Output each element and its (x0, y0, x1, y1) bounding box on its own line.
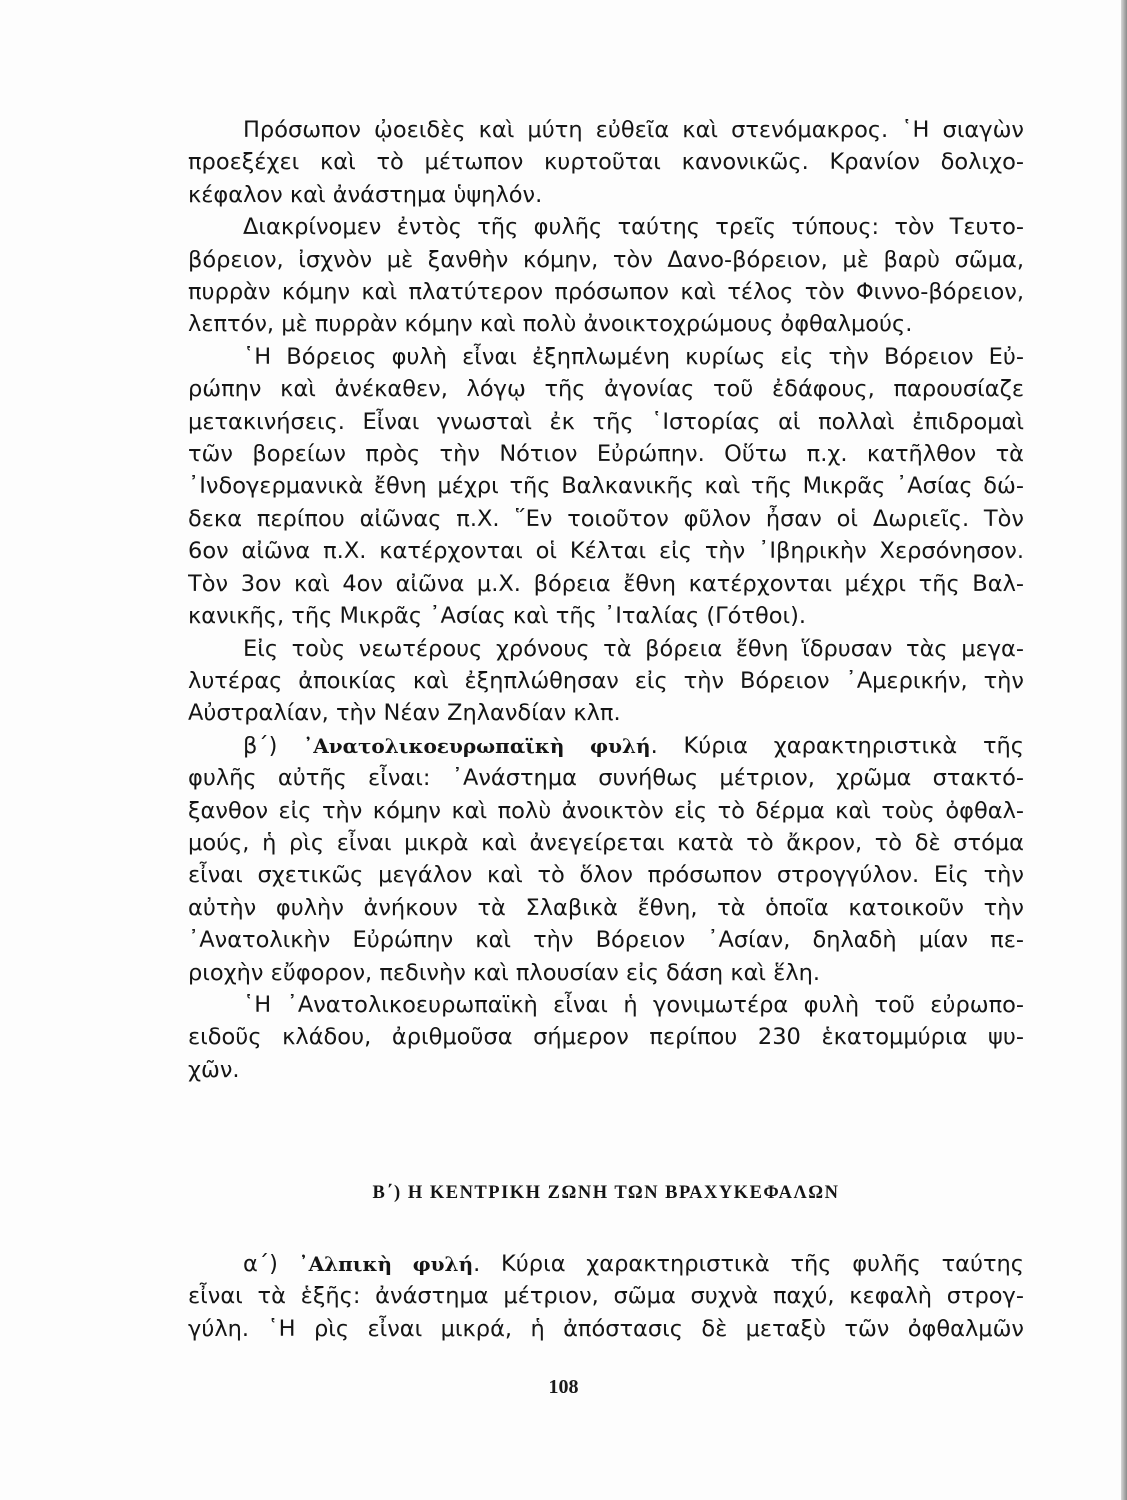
text-line: λεπτόν, μὲ πυρρὰν κόμην καὶ πολὺ ἀνοικτοχρώμους ὀφθαλμούς. (188, 311, 913, 338)
list-marker: α΄) (243, 1251, 299, 1277)
text-line: εἶναι τὰ ἑξῆς: ἀνάστημα μέτριον, σῶμα συχνὰ παχύ, κεφαλὴ στρογ- (188, 1283, 1024, 1310)
section-heading: Β΄) Η ΚΕΝΤΡΙΚΗ ΖΩΝΗ ΤΩΝ ΒΡΑΧΥΚΕΦΑΛΩΝ (372, 1183, 840, 1203)
text-line (188, 730, 1024, 762)
text-block-alpine (188, 1248, 1024, 1345)
text-line: προεξέχει καὶ τὸ μέτωπον κυρτοῦται κανονικῶς. Κρανίον δολιχο- (188, 149, 1024, 176)
bold-term: ᾿Αλπικὴ φυλή (298, 1252, 474, 1276)
text-line: ειδοῦς κλάδου, ἀριθμοῦσα σήμερον περίπου 230 ἑκατομμύρια ψυ- (188, 1024, 1024, 1051)
text-line: αὐτὴν φυλὴν ἀνήκουν τὰ Σλαβικὰ ἔθνη, τὰ ὁποῖα κατοικοῦν τὴν (188, 894, 1024, 921)
text-line: πυρρὰν κόμην καὶ πλατύτερον πρόσωπον καὶ τέλος τὸν Φιννο-βόρειον, (188, 279, 1024, 306)
text-line: ᾿Ανατολικὴν Εὐρώπην καὶ τὴν Βόρειον ᾿Ασίαν, δηλαδὴ μίαν πε- (188, 927, 1024, 954)
text-line: ῾Η Βόρειος φυλὴ εἶναι ἐξηπλωμένη κυρίως εἰς τὴν Βόρειον Εὐ- (243, 343, 1024, 370)
text-line: φυλῆς αὐτῆς εἶναι: ᾿Ανάστημα συνήθως μέτριον, χρῶμα στακτό- (188, 765, 1024, 792)
text-line: Διακρίνομεν ἐντὸς τῆς φυλῆς ταύτης τρεῖς τύπους: τὸν Τευτο- (243, 214, 1024, 241)
line-text: . Κύρια χαρακτηριστικὰ τῆς φυλῆς ταύτης (473, 1251, 1024, 1277)
bold-term: ᾿Ανατολικοευρωπαϊκὴ φυλή (303, 733, 651, 758)
page-edge-shadow (1121, 0, 1127, 1500)
text-line: βόρειον, ἰσχνὸν μὲ ξανθὴν κόμην, τὸν Δανο-βόρειον, μὲ βαρὺ σῶμα, (188, 246, 1024, 273)
text-line: 6ον αἰῶνα π.Χ. κατέρχονται οἱ Κέλται εἰς τὴν ᾿Ιβηρικὴν Χερσόνησον. (188, 538, 1024, 565)
text-line: ριοχὴν εὔφορον, πεδινὴν καὶ πλουσίαν εἰς δάση καὶ ἕλη. (188, 959, 821, 986)
text-line: Εἰς τοὺς νεωτέρους χρόνους τὰ βόρεια ἔθνη ἵδρυσαν τὰς μεγα- (243, 635, 1024, 662)
text-line: Πρόσωπον ᾠοειδὲς καὶ μύτη εὐθεῖα καὶ στενόμακρος. ῾Η σιαγὼν (243, 117, 1024, 143)
text-line: ρώπην καὶ ἀνέκαθεν, λόγῳ τῆς ἀγονίας τοῦ ἐδάφους, παρουσίαζε (188, 376, 1024, 403)
text-line: ῾Η ᾿Ανατολικοευρωπαϊκὴ εἶναι ἡ γονιμωτέρα φυλὴ τοῦ εὐρωπο- (243, 991, 1024, 1018)
text-line: Αὐστραλίαν, τὴν Νέαν Ζηλανδίαν κλπ. (188, 700, 621, 727)
text-line (188, 1248, 1024, 1280)
page-number: 108 (548, 1376, 579, 1398)
text-line: χῶν. (188, 1056, 240, 1083)
list-marker: β΄) (243, 732, 304, 759)
text-line: ξανθον εἰς τὴν κόμην καὶ πολὺ ἀνοικτὸν εἰς τὸ δέρμα καὶ τοὺς ὀφθαλ- (188, 797, 1024, 824)
text-line: ᾿Ινδογερμανικὰ ἔθνη μέχρι τῆς Βαλκανικῆς καὶ τῆς Μικρᾶς ᾿Ασίας δώ- (188, 473, 1024, 500)
text-line: τῶν βορείων πρὸς τὴν Νότιον Εὐρώπην. Οὕτω π.χ. κατῆλθον τὰ (188, 441, 1024, 468)
line-text: . Κύρια χαρακτηριστικὰ τῆς (650, 732, 1024, 759)
text-line: μούς, ἡ ρὶς εἶναι μικρὰ καὶ ἀνεγείρεται κατὰ τὸ ἄκρον, τὸ δὲ στόμα (188, 829, 1024, 856)
text-line: εἶναι σχετικῶς μεγάλον καὶ τὸ ὅλον πρόσωπον στρογγύλον. Εἰς τὴν (188, 862, 1024, 889)
text-line: δεκα περίπου αἰῶνας π.Χ. ῞Εν τοιοῦτον φῦλον ἦσαν οἱ Δωριεῖς. Τὸν (188, 505, 1024, 532)
text-line: κανικῆς, τῆς Μικρᾶς ᾿Ασίας καὶ τῆς ᾿Ιταλίας (Γότθοι). (188, 603, 807, 630)
text-line: γύλη. ῾Η ρὶς εἶναι μικρά, ἡ ἀπόστασις δὲ μεταξὺ τῶν ὀφθαλμῶν (188, 1315, 1024, 1342)
text-line: Τὸν 3ον καὶ 4ον αἰῶνα μ.Χ. βόρεια ἔθνη κατέρχονται μέχρι τῆς Βαλ- (188, 570, 1024, 597)
text-line: λυτέρας ἀποικίας καὶ ἐξηπλώθησαν εἰς τὴν Βόρειον ᾿Αμερικήν, τὴν (188, 667, 1024, 694)
text-block-main (188, 114, 1024, 1086)
text-line: κέφαλον καὶ ἀνάστημα ὑψηλόν. (188, 181, 543, 208)
text-line: μετακινήσεις. Εἶναι γνωσταὶ ἐκ τῆς ῾Ιστορίας αἱ πολλαὶ ἐπιδρομαὶ (188, 408, 1024, 435)
